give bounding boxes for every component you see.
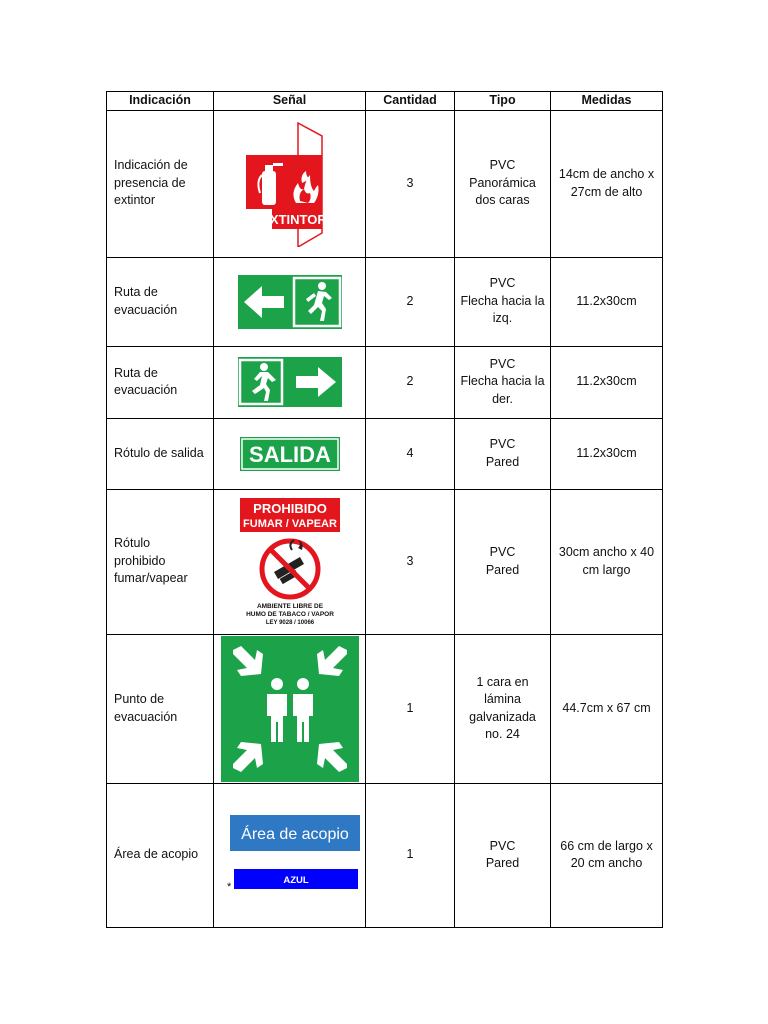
svg-text:EXTINTOR: EXTINTOR xyxy=(260,211,327,227)
tipo-cell: PVC Pared xyxy=(455,783,551,927)
table-row xyxy=(107,783,663,927)
evacuation-left-sign-icon xyxy=(238,275,342,329)
indicacion-cell: Punto de evacuación xyxy=(107,634,214,783)
svg-text:HUMO DE TABACO / VAPOR: HUMO DE TABACO / VAPOR xyxy=(245,610,334,618)
cantidad-cell: 3 xyxy=(366,489,455,634)
signal-cell xyxy=(214,783,366,927)
exit-sign-icon xyxy=(240,437,340,471)
svg-text:LEY 9028 / 10066: LEY 9028 / 10066 xyxy=(265,619,314,626)
signal-cell xyxy=(214,634,366,783)
tipo-cell: PVC Flecha hacia la izq. xyxy=(455,257,551,346)
cantidad-cell: 3 xyxy=(366,110,455,257)
indicacion-cell: Área de acopio xyxy=(107,783,214,927)
table-row xyxy=(107,257,663,346)
cantidad-cell: 2 xyxy=(366,257,455,346)
header-indicacion: Indicación xyxy=(107,92,214,111)
table-row xyxy=(107,110,663,257)
indicacion-cell: Rótulo prohibido fumar/vapear xyxy=(107,489,214,634)
cantidad-cell: 1 xyxy=(366,783,455,927)
header-medidas: Medidas xyxy=(551,92,663,111)
medidas-cell: 30cm ancho x 40 cm largo xyxy=(551,489,663,634)
no-smoking-symbol-icon xyxy=(262,540,318,597)
tipo-cell: 1 cara en lámina galvanizada no. 24 xyxy=(455,634,551,783)
signal-cell xyxy=(214,489,366,634)
indicacion-cell: Rótulo de salida xyxy=(107,418,214,489)
extinguisher-sign-icon xyxy=(238,121,342,247)
svg-text:FUMAR / VAPEAR: FUMAR / VAPEAR xyxy=(242,517,337,530)
signal-cell xyxy=(214,110,366,257)
table-header-row xyxy=(107,92,663,111)
medidas-cell: 14cm de ancho x 27cm de alto xyxy=(551,110,663,257)
table-row xyxy=(107,634,663,783)
svg-text:SALIDA: SALIDA xyxy=(248,441,331,467)
header-tipo: Tipo xyxy=(455,92,551,111)
cantidad-cell: 2 xyxy=(366,346,455,418)
assembly-point-sign-icon xyxy=(221,636,359,782)
svg-text:AMBIENTE LIBRE DE: AMBIENTE LIBRE DE xyxy=(256,602,323,610)
tipo-cell: PVC Flecha hacia la der. xyxy=(455,346,551,418)
signage-table xyxy=(106,91,663,928)
medidas-cell: 11.2x30cm xyxy=(551,346,663,418)
svg-text:*: * xyxy=(226,881,231,893)
storage-area-sign-icon xyxy=(220,815,360,895)
svg-text:Área de acopio: Área de acopio xyxy=(240,826,349,843)
medidas-cell: 66 cm de largo x 20 cm ancho xyxy=(551,783,663,927)
tipo-cell: PVC Panorámica dos caras xyxy=(455,110,551,257)
signal-cell xyxy=(214,418,366,489)
no-smoking-sign-icon xyxy=(238,496,342,628)
indicacion-cell: Ruta de evacuación xyxy=(107,346,214,418)
medidas-cell: 11.2x30cm xyxy=(551,257,663,346)
evacuation-right-sign-icon xyxy=(238,357,342,407)
indicacion-cell: Indicación de presencia de extintor xyxy=(107,110,214,257)
header-cantidad: Cantidad xyxy=(366,92,455,111)
medidas-cell: 44.7cm x 67 cm xyxy=(551,634,663,783)
signal-cell xyxy=(214,257,366,346)
signal-cell xyxy=(214,346,366,418)
header-senal: Señal xyxy=(214,92,366,111)
medidas-cell: 11.2x30cm xyxy=(551,418,663,489)
table-row xyxy=(107,489,663,634)
cantidad-cell: 4 xyxy=(366,418,455,489)
svg-text:PROHIBIDO: PROHIBIDO xyxy=(252,500,327,516)
indicacion-cell: Ruta de evacuación xyxy=(107,257,214,346)
tipo-cell: PVC Pared xyxy=(455,418,551,489)
table-row xyxy=(107,418,663,489)
cantidad-cell: 1 xyxy=(366,634,455,783)
svg-text:AZUL: AZUL xyxy=(282,875,309,886)
table-row xyxy=(107,346,663,418)
tipo-cell: PVC Pared xyxy=(455,489,551,634)
